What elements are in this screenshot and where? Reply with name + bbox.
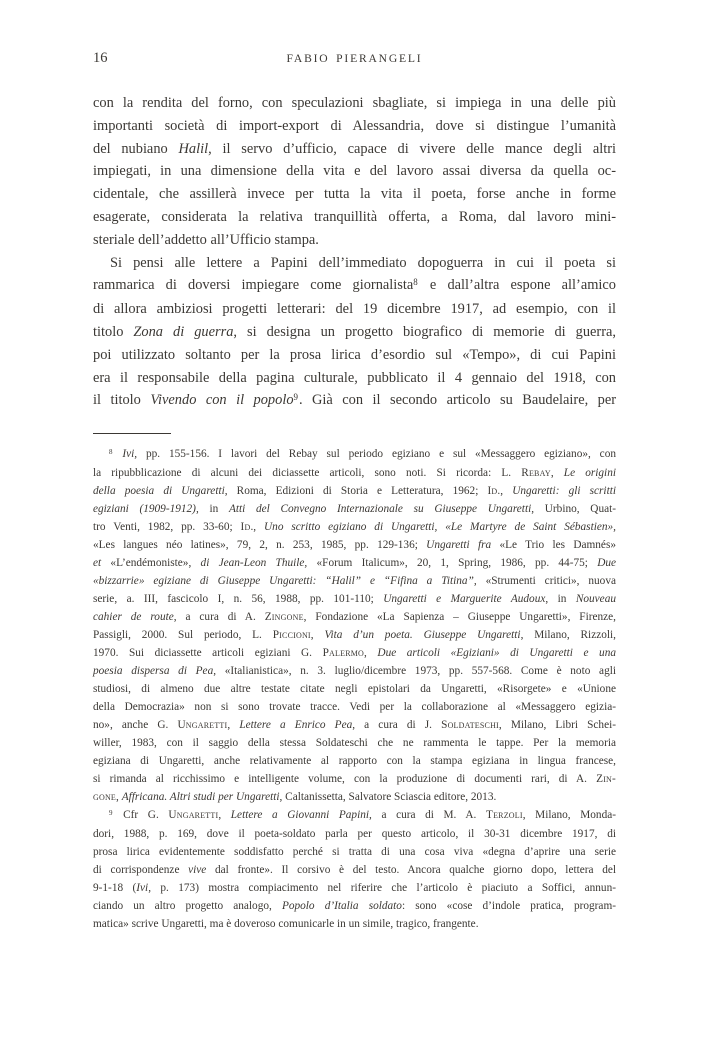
- text-segment: ciando un altro progetto analogo,: [93, 900, 282, 913]
- text-segment: Ungaretti e Marguerite Audoux: [383, 593, 546, 606]
- text-line: [93, 206, 616, 229]
- text-segment: Uno scritto egiziano di Ungaretti, «Le Martyre de Saint Sébastien»,: [264, 521, 616, 534]
- footnote-reference: 8: [413, 276, 418, 287]
- text-segment: cidentale, che assillerà invece per tutta la vita il poeta, forse anche in forme: [93, 186, 616, 203]
- text-segment: «bizzarrie» egiziane di Giuseppe Ungaretti: “Halil” e “Fifina a Titina”,: [93, 575, 477, 588]
- text-segment: di corrispondenze: [93, 864, 189, 877]
- text-segment: , si designa un progetto biografico di memorie di guerra,: [233, 323, 617, 340]
- text-line: [93, 806, 616, 825]
- text-segment: «Les langues néo latines», 79, 2, n. 253, 1985, pp. 129-136;: [93, 539, 427, 552]
- running-header: FABIO PIERANGELI: [286, 52, 423, 65]
- text-segment: del nubiano: [93, 140, 179, 157]
- text-segment: Id: [487, 485, 498, 498]
- text-segment: Lettere a Enrico Pea: [239, 719, 353, 732]
- text-segment: Lettere a Giovanni Papini,: [230, 809, 372, 822]
- text-segment: willer, 1983, con il saggio della stessa Soldateschi che ne rammenta le tappe. Per la memoria: [93, 737, 616, 750]
- text-segment: serie, a. III, fascicolo I, n. 56, 1988, pp. 101-110;: [93, 593, 384, 606]
- text-segment: Le origini: [563, 467, 616, 480]
- text-segment: ,: [550, 467, 564, 480]
- text-segment: , Milano, Rizzoli,: [520, 629, 616, 642]
- footnotes: [93, 445, 616, 933]
- text-line: [93, 229, 616, 252]
- text-segment: dori, 1988, p. 169, dove il poeta-soldato parla per questo articolo, il 30-31 dicembre 1917, di: [93, 828, 616, 841]
- text-segment: e dall’altra espone all’amico: [418, 277, 616, 294]
- text-segment: Nouveau: [575, 593, 616, 606]
- text-line: [93, 536, 616, 554]
- text-segment: in: [198, 503, 229, 516]
- text-line: [93, 590, 616, 608]
- text-segment: Affricana. Altri studi per Ungaretti: [121, 791, 280, 804]
- text-segment: Ungaretti: [168, 809, 219, 822]
- text-line: [93, 897, 616, 915]
- text-segment: , il servo d’ufficio, capace di vivere delle mance degli altri: [208, 140, 617, 157]
- text-segment: , Caltanissetta, Salvatore Sciascia editore, 2013.: [279, 791, 497, 804]
- text-line: [93, 915, 616, 933]
- text-segment: et: [93, 557, 102, 570]
- text-line: [93, 825, 616, 843]
- text-segment: titolo: [93, 323, 134, 340]
- text-segment: di allora ambiziosi progetti letterari: del 19 dicembre 1917, ad esempio, con il: [93, 301, 616, 318]
- text-segment: tro Venti, 1982, pp. 33-60;: [93, 521, 241, 534]
- text-segment: rammarica di doversi impiegare come giornalista: [93, 277, 414, 294]
- text-segment: importanti società di import-export di Alessandria, dove si distingue l’umanità: [93, 117, 616, 134]
- text-segment: , Urbino, Quat-: [531, 503, 617, 516]
- text-line: [93, 115, 616, 138]
- text-line: [93, 734, 616, 752]
- text-segment: , a cura di J.: [352, 719, 442, 732]
- text-line: [93, 770, 616, 788]
- text-segment: il titolo: [93, 392, 151, 409]
- body-text: [93, 92, 616, 413]
- footnote-reference: 8: [109, 447, 113, 456]
- text-segment: Palermo: [322, 647, 365, 660]
- text-line: [93, 716, 616, 734]
- text-segment: Zin-: [596, 773, 616, 786]
- text-segment: egiziana di Ungaretti, anche relativamente al rapporto con la stampa egiziana in lingua francese,: [93, 755, 616, 768]
- text-segment: matica» scrive Ungaretti, ma è doveroso comunicarle in un simile, tragico, frangente.: [93, 918, 479, 931]
- text-line: [93, 252, 616, 275]
- text-segment: Soldateschi: [441, 719, 499, 732]
- text-segment: no», anche G.: [93, 719, 178, 732]
- text-segment: , «Italianistica», n. 3. luglio/dicembre 1973, pp. 557-568. Come è noto agli: [213, 665, 616, 678]
- text-line: [93, 464, 616, 482]
- text-segment: la ripubblicazione di alcuni dei diciassette articoli, sono noti. Si ricorda: L.: [93, 467, 522, 480]
- text-segment: Terzoli: [485, 809, 523, 822]
- text-segment: Rebay: [521, 467, 551, 480]
- text-segment: Ivi,: [122, 448, 138, 461]
- text-segment: con la rendita del forno, con speculazioni sbagliate, si impiega in una delle più: [93, 95, 616, 111]
- text-line: [93, 861, 616, 879]
- text-line: [93, 344, 616, 367]
- text-line: [93, 879, 616, 897]
- text-segment: , Milano, Monda-: [522, 809, 616, 822]
- text-segment: .,: [250, 521, 265, 534]
- text-segment: impiegati, in una dimensione della vita e del lavoro assai diversa da quella oc-: [93, 163, 616, 180]
- text-line: [93, 500, 616, 518]
- text-segment: poi utilizzato soltanto per la prosa lirica d’esordio sul «Tempo», di cui Papini: [93, 346, 616, 363]
- text-segment: cahier de route: [93, 611, 174, 624]
- text-segment: Halil: [178, 140, 209, 157]
- text-line: [93, 843, 616, 861]
- text-segment: Popolo d’Italia soldato: [281, 900, 402, 913]
- page-header: [93, 50, 616, 67]
- text-segment: Ungaretti fra: [426, 539, 492, 552]
- text-segment: , Milano, Libri Schei-: [498, 719, 616, 732]
- footnote-reference: 9: [109, 808, 113, 817]
- text-line: [93, 92, 616, 115]
- text-segment: Zingone: [264, 611, 304, 624]
- text-segment: Vivendo con il popolo: [150, 392, 294, 409]
- text-segment: «Le Trio les Damnés»: [491, 539, 616, 552]
- text-segment: della Democrazia» non si sono trovate tracce. Vedi per la collaborazione al «Messaggero egizia-: [93, 701, 616, 714]
- text-segment: dal fronte». Il corsivo è del testo. Ancora qualche giorno dopo, lettera del: [206, 864, 616, 877]
- text-segment: egiziani (1909-1912),: [93, 503, 199, 516]
- text-segment: Ungaretti: gli scritti: [512, 485, 616, 498]
- text-segment: ,: [218, 809, 231, 822]
- text-line: [93, 554, 616, 572]
- text-segment: gone: [93, 791, 117, 804]
- text-line: [93, 752, 616, 770]
- text-segment: Ungaretti: [177, 719, 228, 732]
- text-segment: «Forum Italicum», 20, 1, Spring, 1986, pp. 44-75;: [307, 557, 598, 570]
- text-line: [93, 138, 616, 161]
- text-segment: poesia dispersa di Pea: [93, 665, 214, 678]
- text-segment: ,: [227, 719, 240, 732]
- text-segment: Id: [240, 521, 251, 534]
- text-segment: 1970. Sui diciassette articoli egiziani G.: [93, 647, 323, 660]
- text-segment: Due articoli «Egiziani» di Ungaretti e una: [377, 647, 616, 660]
- text-segment: esagerate, considerata la relativa tranquillità offerta, a Roma, dal lavoro mini-: [93, 208, 616, 225]
- text-line: [93, 321, 616, 344]
- text-segment: , Fondazione «La Sapienza – Giuseppe Ungaretti», Firenze,: [303, 611, 616, 624]
- text-line: [93, 626, 616, 644]
- text-segment: .,: [497, 485, 513, 498]
- text-segment: : sono «cose d’indole pratica, program-: [401, 900, 616, 913]
- text-segment: vive: [188, 864, 207, 877]
- text-segment: , Roma, Edizioni di Storia e Letteratura, 1962;: [224, 485, 488, 498]
- text-segment: ,: [364, 647, 378, 660]
- text-segment: 9-1-18 (: [93, 882, 137, 895]
- text-segment: di Jean-Leon Thuile,: [200, 557, 308, 570]
- page-number: 16: [93, 50, 108, 66]
- text-line: [93, 788, 616, 806]
- text-segment: della poesia di Ungaretti: [93, 485, 225, 498]
- text-line: [93, 662, 616, 680]
- text-line: [93, 572, 616, 590]
- text-line: [93, 698, 616, 716]
- text-segment: , in: [545, 593, 576, 606]
- text-segment: Cfr G.: [113, 809, 169, 822]
- text-line: [93, 518, 616, 536]
- text-segment: prosa lirica evidentemente soddisfatto perché si tratta di una cosa viva «degna d’aprire una serie: [93, 846, 616, 859]
- text-segment: a cura di M. A.: [371, 809, 486, 822]
- text-segment: Zona di guerra: [133, 323, 234, 340]
- text-segment: , p. 173) mostra compiacimento nel riferire che l’articolo è piaciuto a Soffici, annun-: [148, 882, 616, 895]
- text-segment: Atti del Convegno Internazionale su Giuseppe Ungaretti: [228, 503, 532, 516]
- text-segment: pp. 155-156. I lavori del Rebay sul periodo egiziano e sul «Messaggero egiziano», con: [137, 448, 616, 461]
- text-segment: «L’endémoniste»,: [101, 557, 201, 570]
- text-line: [93, 644, 616, 662]
- text-line: [93, 680, 616, 698]
- text-segment: Vita d’un poeta. Giuseppe Ungaretti: [324, 629, 521, 642]
- text-line: [93, 608, 616, 626]
- text-segment: si rimanda al ricchissimo e intelligente volume, con la produzione di documenti rari, di A.: [93, 773, 597, 786]
- text-segment: studiosi, di almeno due altre testate citate negli epistolari da Ungaretti, «Risorgete» e «Unione: [93, 683, 616, 696]
- text-line: [93, 482, 616, 500]
- text-segment: Si pensi alle lettere a Papini dell’immediato dopoguerra in cui il poeta si: [110, 254, 616, 271]
- text-segment: era il responsabile della pagina culturale, pubblicato il 4 gennaio del 1918, con: [93, 369, 616, 386]
- text-segment: Piccioni: [272, 629, 311, 642]
- text-segment: ,: [116, 791, 122, 804]
- text-segment: Passigli, 2000. Sul periodo, L.: [93, 629, 273, 642]
- text-line: [93, 389, 616, 413]
- text-line: [93, 160, 616, 183]
- text-segment: ,: [310, 629, 325, 642]
- text-line: [93, 274, 616, 298]
- text-segment: , a cura di A.: [173, 611, 265, 624]
- footnote-separator: [93, 433, 171, 434]
- text-segment: «Strumenti critici», nuova: [476, 575, 616, 588]
- text-segment: Due: [597, 557, 617, 570]
- text-line: [93, 298, 616, 321]
- text-line: [93, 445, 616, 464]
- text-line: [93, 183, 616, 206]
- footnote-reference: 9: [293, 391, 298, 402]
- text-line: [93, 367, 616, 390]
- text-segment: Ivi: [136, 882, 149, 895]
- text-segment: steriale dell’addetto all’Ufficio stampa.: [93, 231, 319, 248]
- text-segment: . Già con il secondo articolo su Baudelaire, per: [298, 392, 617, 409]
